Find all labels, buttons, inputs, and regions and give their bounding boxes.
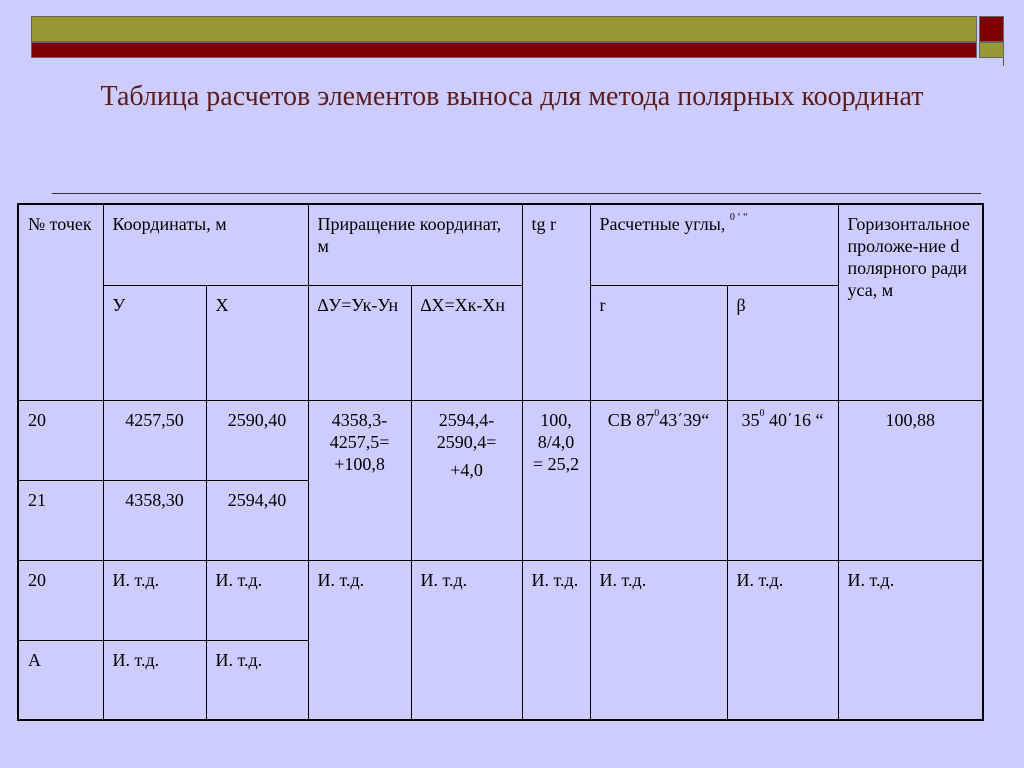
title-divider bbox=[52, 193, 981, 194]
cell-y-21: 4358,30 bbox=[103, 480, 206, 560]
corner-square-maroon bbox=[979, 16, 1004, 42]
cell-delta-x-calc bbox=[411, 400, 522, 560]
cell-r-angle: СВ $87^043΄39“$ bbox=[590, 400, 727, 560]
corner-square-olive bbox=[979, 42, 1004, 58]
header-horizontal-distance: Горизонтальное проложе-ние d полярного радиуса, м bbox=[838, 204, 983, 400]
calculation-table bbox=[17, 203, 984, 721]
header-angles-label: Расчетные углы, bbox=[599, 214, 726, 234]
delta-x-result: +4,0 bbox=[450, 459, 483, 480]
cell-etc: И. т.д. bbox=[522, 560, 590, 720]
header-coordinates: Координаты, м bbox=[103, 204, 308, 285]
cell-etc: И. т.д. bbox=[590, 560, 727, 720]
row-label-21: 21 bbox=[18, 480, 103, 560]
row-label-20b: 20 bbox=[18, 560, 103, 640]
cell-etc: И. т.д. bbox=[206, 640, 308, 720]
header-r: r bbox=[590, 285, 727, 400]
cell-tg-calc: 100, 8/4,0 = 25,2 bbox=[522, 400, 590, 560]
cell-distance: 100,88 bbox=[838, 400, 983, 560]
cell-etc: И. т.д. bbox=[838, 560, 983, 720]
cell-delta-y-calc: 4358,3-4257,5= +100,8 bbox=[308, 400, 411, 560]
cell-x-20: 2590,40 bbox=[206, 400, 308, 480]
delta-x-expr: 2594,4-2590,4= bbox=[436, 409, 497, 452]
cell-etc: И. т.д. bbox=[411, 560, 522, 720]
header-point-number: № точек bbox=[18, 204, 103, 400]
header-band-maroon bbox=[31, 42, 977, 58]
header-y: У bbox=[103, 285, 206, 400]
cell-etc: И. т.д. bbox=[103, 560, 206, 640]
cell-etc: И. т.д. bbox=[308, 560, 411, 720]
header-tg-r: tg r bbox=[522, 204, 590, 400]
cell-y-20: 4257,50 bbox=[103, 400, 206, 480]
cell-beta-angle: $35^0$ 40΄16 “ bbox=[727, 400, 838, 560]
cell-etc: И. т.д. bbox=[103, 640, 206, 720]
cell-etc: И. т.д. bbox=[727, 560, 838, 720]
header-delta-y: ∆У=Ук-Ун bbox=[308, 285, 411, 400]
row-label-a: А bbox=[18, 640, 103, 720]
cell-x-21: 2594,40 bbox=[206, 480, 308, 560]
header-band-olive bbox=[31, 16, 977, 42]
cell-etc: И. т.д. bbox=[206, 560, 308, 640]
header-delta-x: ∆Х=Хк-Хн bbox=[411, 285, 522, 400]
row-label-20: 20 bbox=[18, 400, 103, 480]
angle-units: 0 ‘ “ bbox=[729, 212, 748, 223]
header-increments: Приращение координат, м bbox=[308, 204, 522, 285]
header-angles bbox=[590, 204, 838, 285]
corner-tick bbox=[1003, 58, 1004, 66]
slide-title: Таблица расчетов элементов выноса для метода полярных координат bbox=[100, 81, 924, 112]
header-x: Х bbox=[206, 285, 308, 400]
header-beta: β bbox=[727, 285, 838, 400]
